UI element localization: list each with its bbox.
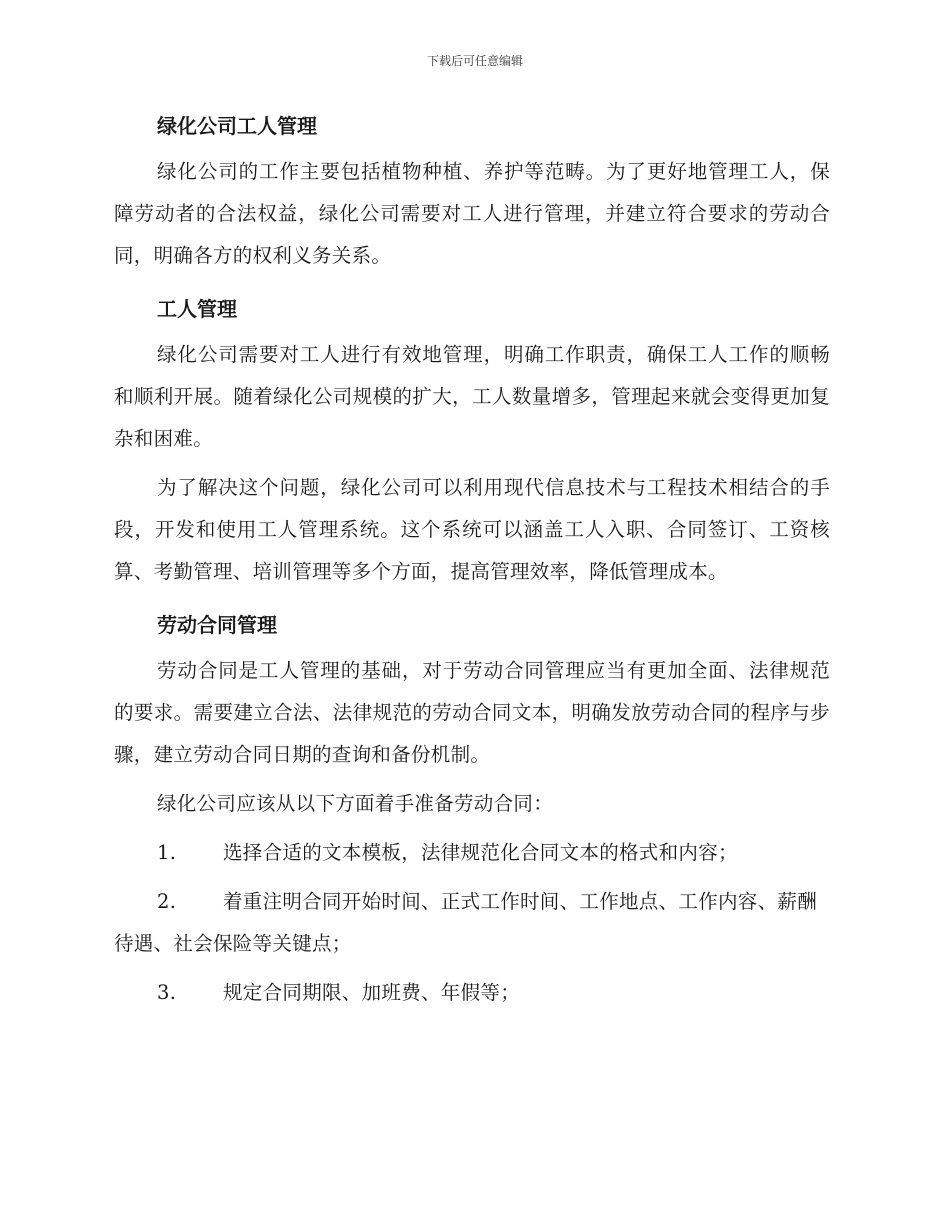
section-heading-contract-management: 劳动合同管理 (157, 613, 277, 637)
paragraph-contract-management-2: 绿化公司应该从以下方面着手准备劳动合同： (157, 792, 554, 815)
list-item-text: 着重注明合同开始时间、正式工作时间、工作地点、工作内容、薪酬待遇、社会保险等关键点； (114, 890, 818, 955)
paragraph-contract-management-1: 劳动合同是工人管理的基础，对于劳动合同管理应当有更加全面、法律规范的要求。需要建立合法、法律规范的劳动合同文本，明确发放劳动合同的程序与步骤，建立劳动合同日期的查询和备份机制。 (114, 659, 830, 766)
paragraph-worker-management-2: 为了解决这个问题，绿化公司可以利用现代信息技术与工程技术相结合的手段，开发和使用工人管理系统。这个系统可以涵盖工人入职、合同签订、工资核算、考勤管理、培训管理等多个方面，提高管理效率，降低管理成本。 (114, 476, 830, 583)
intro-paragraph: 绿化公司的工作主要包括植物种植、养护等范畴。为了更好地管理工人，保障劳动者的合法权益，绿化公司需要对工人进行管理，并建立符合要求的劳动合同，明确各方的权利义务关系。 (114, 160, 830, 267)
list-item (114, 972, 830, 1014)
list-item-text: 选择合适的文本模板，法律规范化合同文本的格式和内容； (223, 841, 738, 864)
paragraph-worker-management-1: 绿化公司需要对工人进行有效地管理，明确工作职责，确保工人工作的顺畅和顺利开展。随着绿化公司规模的扩大，工人数量增多，管理起来就会变得更加复杂和困难。 (114, 343, 830, 450)
document-title: 绿化公司工人管理 (157, 114, 317, 138)
list-item (114, 881, 830, 965)
list-item (114, 832, 830, 874)
list-item-number: 3. (157, 981, 177, 1004)
section-heading-worker-management: 工人管理 (157, 297, 237, 321)
list-item-text: 规定合同期限、加班费、年假等； (223, 981, 521, 1004)
document-body (114, 108, 830, 1014)
list-item-number: 1. (157, 841, 177, 864)
page-header: 下载后可任意编辑 (426, 54, 523, 68)
list-item-number: 2. (157, 890, 177, 913)
